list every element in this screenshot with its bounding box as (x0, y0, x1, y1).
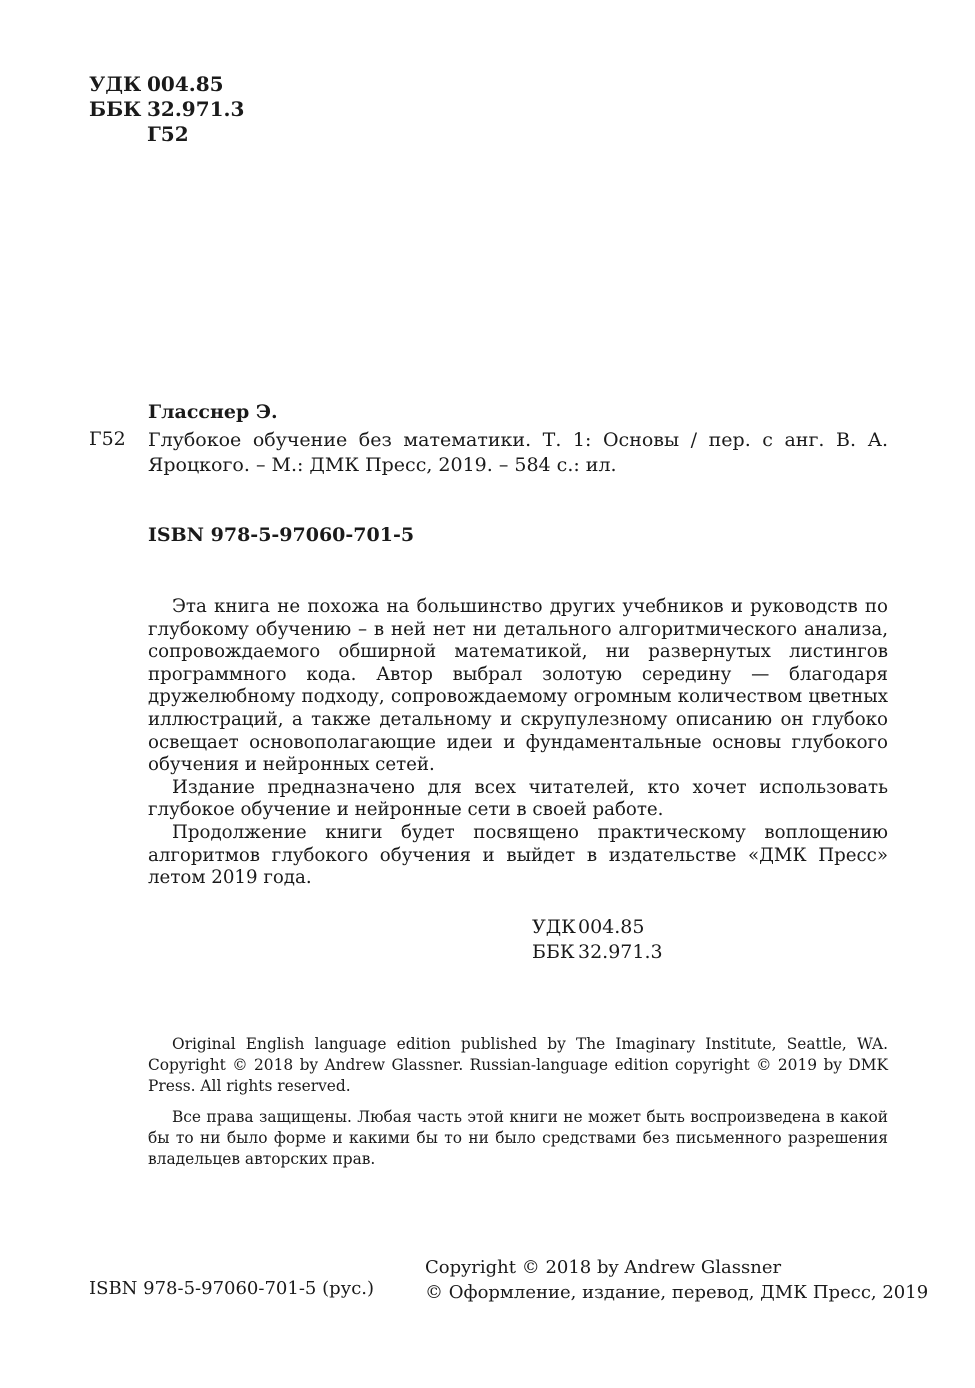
annotation-paragraph-1: Эта книга не похожа на большинство других учебников и руководств по глубокому обучению – в ней нет ни детального алгоритмического анализа, сопровождаемого обширной математикой, ни развернутых листингов программного кода. Автор выбрал золотую середину — благодаря дружелюбному подходу, сопровождаемому огромным количеством цветных иллюстраций, а также детальному и скрупулезному описанию он глубоко освещает основополагающие идеи и фундаментальные основы глубокого обучения и нейронных сетей. (148, 596, 888, 776)
copyright-publisher: © Оформление, издание, перевод, ДМК Пресс, 2019 (425, 1282, 929, 1303)
bbk-value-bottom: 32.971.3 (578, 941, 663, 963)
isbn: ISBN 978-5-97060-701-5 (148, 524, 415, 546)
annotation-paragraph-3: Продолжение книги будет посвящено практическому воплощению алгоритмов глубокого обучения и выйдет в издательстве «ДМК Пресс» летом 2019 года. (148, 821, 888, 889)
isbn-russian: ISBN 978-5-97060-701-5 (рус.) (89, 1278, 375, 1299)
bbk-value: 32.971.3 (147, 97, 245, 121)
copyright-author: Copyright © 2018 by Andrew Glassner (425, 1257, 782, 1278)
bbk-row (89, 97, 244, 122)
author-code-row (89, 122, 244, 147)
udk-label: УДК (89, 72, 142, 96)
annotation (148, 596, 888, 890)
udk-row-bottom (532, 915, 663, 940)
rights-notice (148, 1034, 888, 1180)
bbk-row-bottom (532, 940, 663, 965)
annotation-paragraph-2: Издание предназначено для всех читателей, кто хочет использовать глубокое обучение и нейронные сети в своей работе. (148, 776, 888, 821)
author-name: Гласснер Э. (148, 401, 278, 423)
author-code: Г52 (147, 122, 189, 146)
udk-value-bottom: 004.85 (578, 916, 645, 938)
udk-value: 004.85 (147, 72, 224, 96)
bbk-label-bottom: ББК (532, 941, 575, 963)
rights-russian: Все права защищены. Любая часть этой книги не может быть воспроизведена в какой бы то ни было форме и какими бы то ни было средствами без письменного разрешения владельцев авторских прав. (148, 1108, 888, 1168)
bibliographic-title: Глубокое обучение без математики. Т. 1: Основы / пер. с анг. В. А. Яроцкого. – М.: ДМК Пресс, 2019. – 584 с.: ил. (148, 429, 888, 476)
classification-codes-bottom (532, 915, 663, 965)
bbk-label: ББК (89, 97, 142, 121)
rights-english: Original English language edition published by The Imaginary Institute, Seattle, WA. Copyright © 2018 by Andrew Glassner. Russian-language edition copyright © 2019 by DMK Press. All rights reserved. (148, 1035, 888, 1095)
udk-row (89, 72, 244, 97)
copyright-block (425, 1255, 928, 1305)
classification-codes (89, 72, 244, 147)
entry-author-code: Г52 (89, 428, 126, 450)
udk-label-bottom: УДК (532, 916, 576, 938)
